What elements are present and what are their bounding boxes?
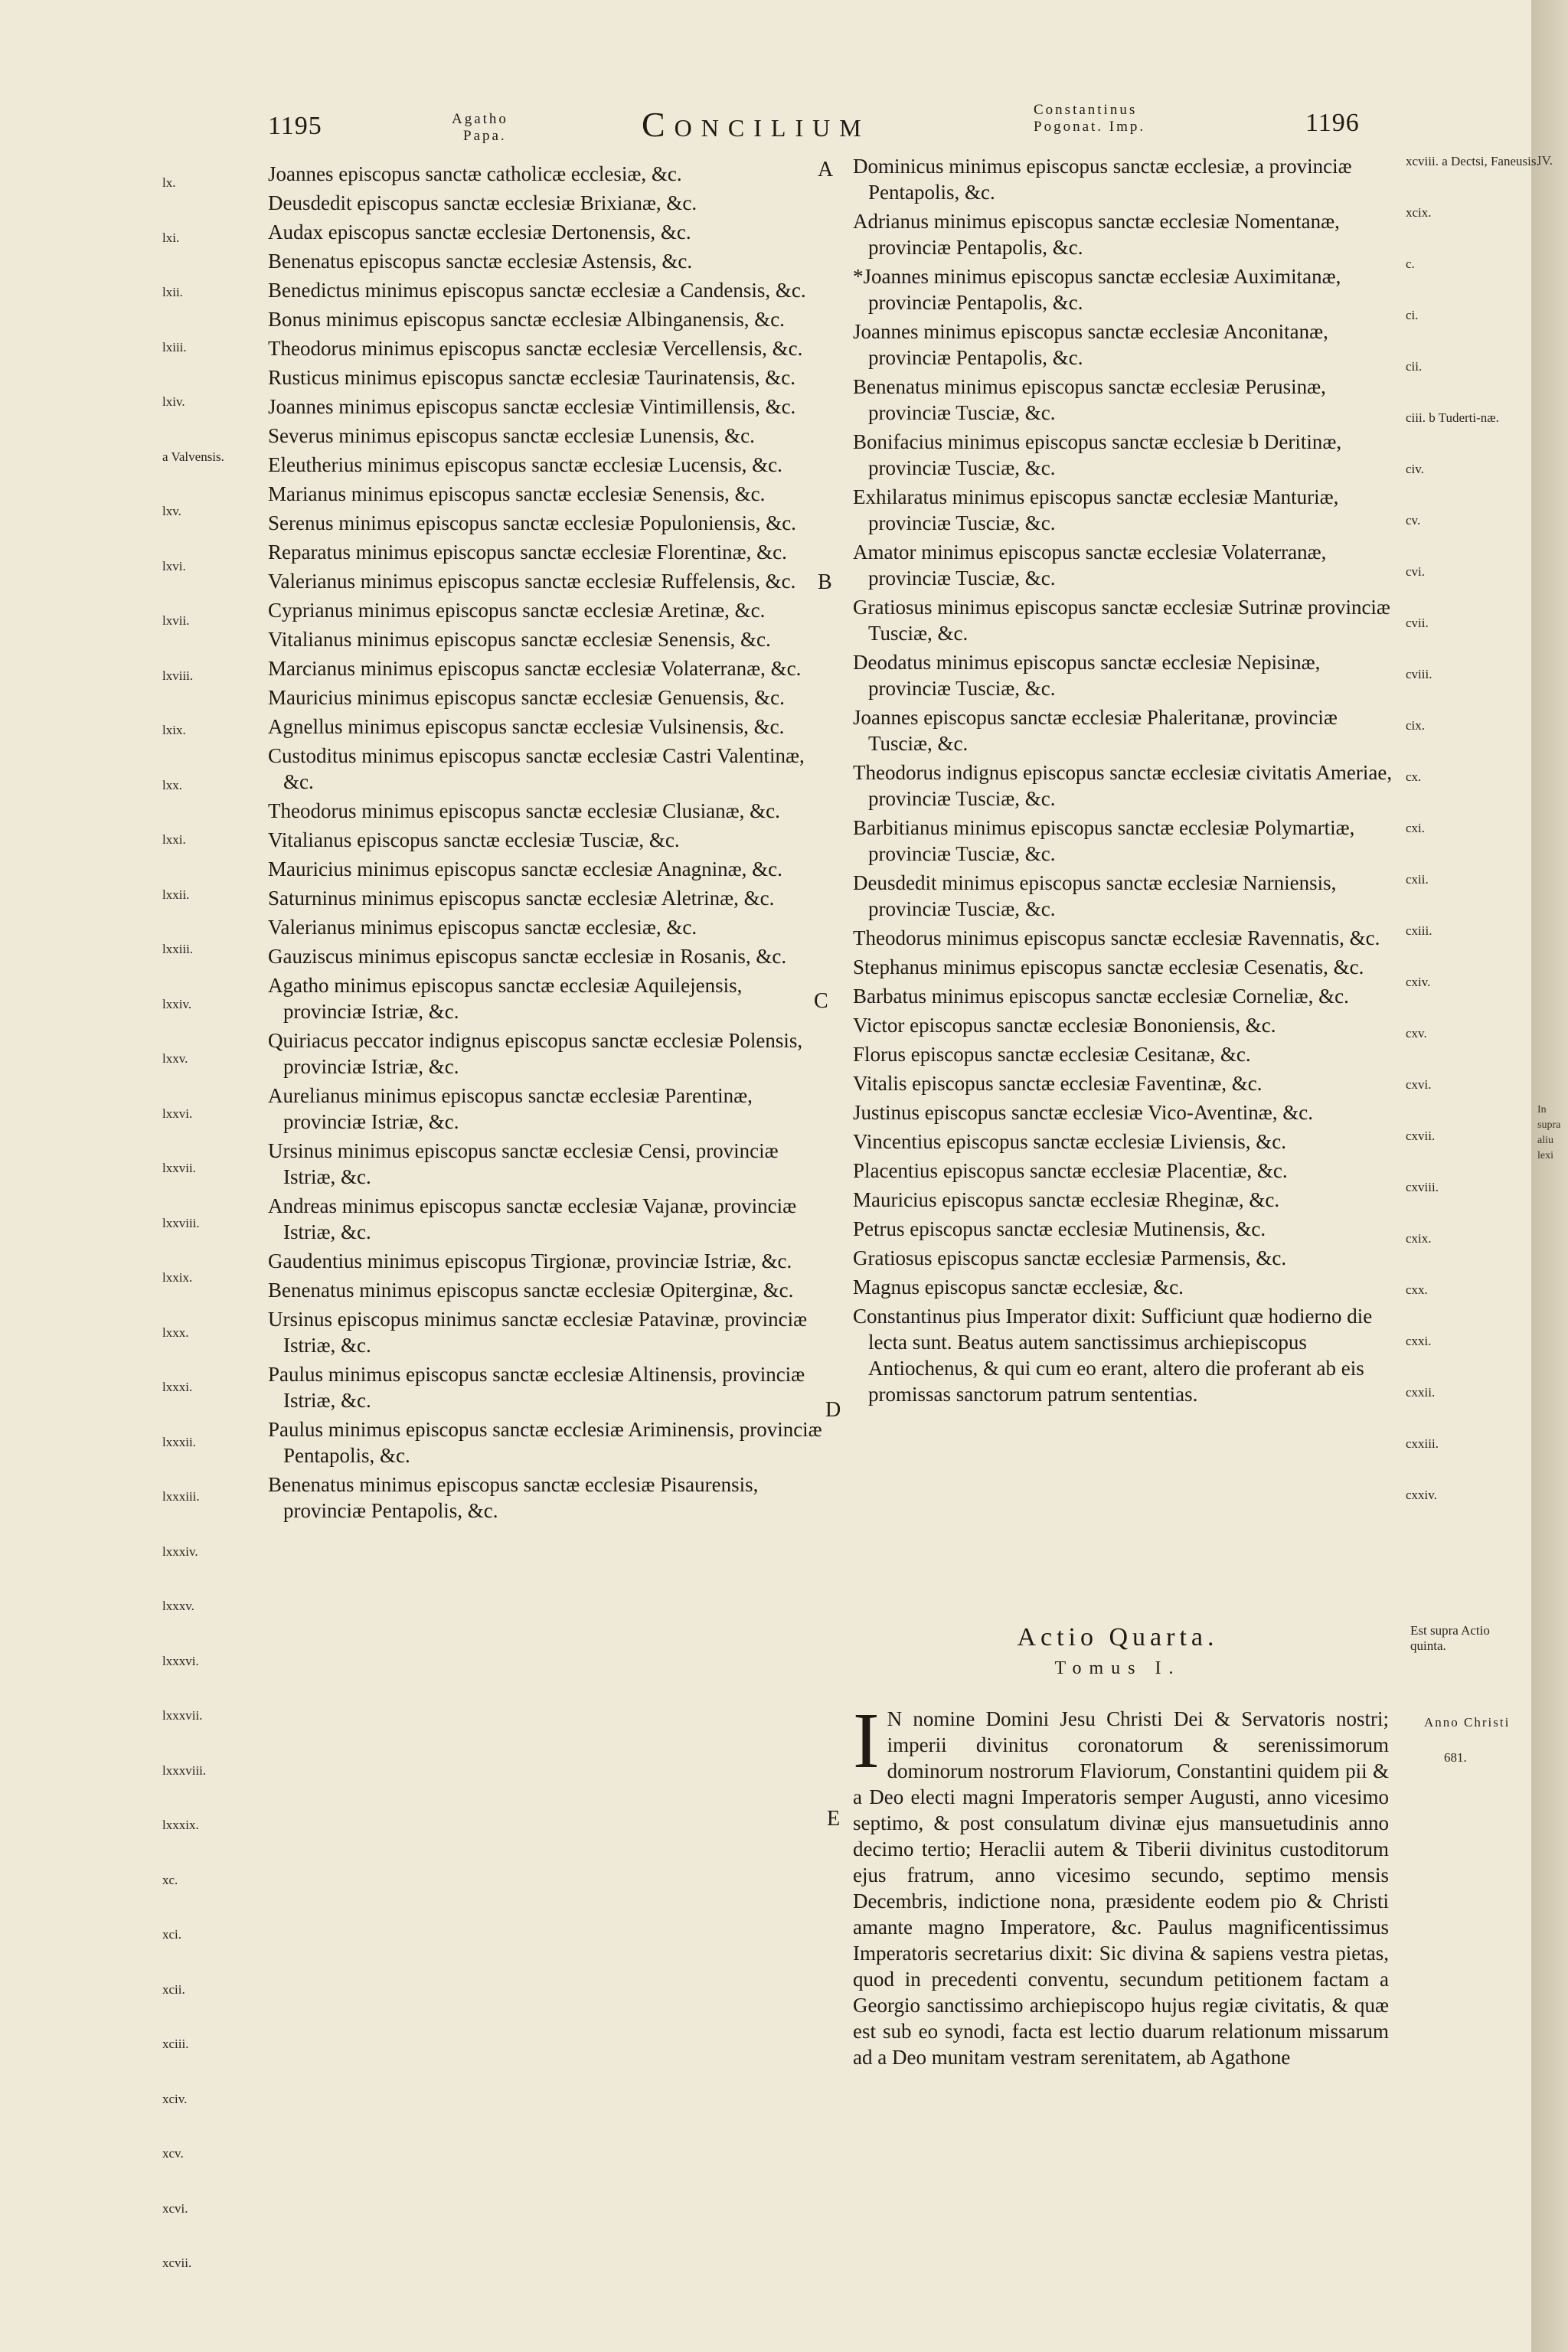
margin-numeral-11: lxx. <box>162 777 182 792</box>
entry-left-7: Rusticus minimus episcopus sanctæ ecclesiæ Taurinatensis, &c. <box>268 366 796 389</box>
entry-right-0: Dominicus minimus episcopus sanctæ ecclesiæ, a provinciæ Pentapolis, &c. <box>853 155 1352 204</box>
left-column <box>268 161 827 1527</box>
entry-left-24: Saturninus minimus episcopus sanctæ ecclesiæ Aletrinæ, &c. <box>268 887 775 910</box>
margin-numeral-12: cx. <box>1406 769 1422 784</box>
drop-cap: I <box>853 1697 880 1785</box>
entry-left-37: Benenatus minimus episcopus sanctæ ecclesiæ Pisaurensis, provinciæ Pentapolis, &c. <box>268 1473 759 1522</box>
margin-numeral-8: cvi. <box>1406 564 1426 579</box>
margin-numeral-3: ci. <box>1406 308 1419 322</box>
entry-left-26: Gauziscus minimus episcopus sanctæ ecclesiæ in Rosanis, &c. <box>268 945 787 968</box>
entry-right-2: *Joannes minimus episcopus sanctæ ecclesiæ Auximitanæ, provinciæ Pentapolis, &c. <box>853 265 1341 314</box>
entry-left-2: Audax episcopus sanctæ ecclesiæ Dertonensis, &c. <box>268 220 691 243</box>
margin-numeral-0: lx. <box>162 175 176 190</box>
year-value: 681. <box>1444 1750 1467 1765</box>
margin-numeral-28: lxxxvii. <box>162 1708 203 1723</box>
page-number-right: 1196 <box>1305 109 1360 137</box>
entry-left-1: Deusdedit episcopus sanctæ ecclesiæ Brixianæ, &c. <box>268 191 697 214</box>
margin-numeral-4: lxiv. <box>162 394 185 409</box>
margin-numeral-1: xcix. <box>1406 205 1432 220</box>
margin-numeral-19: cxvii. <box>1406 1129 1436 1143</box>
edge-text-top: IV. <box>1537 153 1553 168</box>
entry-left-36: Paulus minimus episcopus sanctæ ecclesiæ Ariminensis, provinciæ Pentapolis, &c. <box>268 1418 822 1467</box>
emperor-name: Constantinus <box>1034 102 1138 118</box>
margin-numeral-34: xciii. <box>162 2037 189 2051</box>
margin-numeral-16: cxiv. <box>1406 975 1431 989</box>
margin-numeral-16: lxxv. <box>162 1051 188 1066</box>
entry-right-8: Gratiosus minimus episcopus sanctæ ecclesiæ Sutrinæ provinciæ Tusciæ, &c. <box>853 596 1390 645</box>
entry-left-27: Agatho minimus episcopus sanctæ ecclesiæ Aquilejensis, provinciæ Istriæ, &c. <box>268 974 743 1023</box>
margin-numeral-7: lxvi. <box>162 558 186 573</box>
margin-numeral-9: cvii. <box>1406 616 1429 630</box>
entry-left-34: Ursinus episcopus minimus sanctæ ecclesiæ Patavinæ, provinciæ Istriæ, &c. <box>268 1308 808 1357</box>
section-marker-c: C <box>814 989 828 1013</box>
margin-numeral-10: cviii. <box>1406 667 1432 681</box>
margin-numeral-24: cxxii. <box>1406 1385 1436 1400</box>
margin-numeral-10: lxix. <box>162 723 186 737</box>
section-marker-b: B <box>818 570 832 594</box>
entry-left-19: Agnellus minimus episcopus sanctæ ecclesiæ Vulsinensis, &c. <box>268 715 785 738</box>
margin-numeral-25: cxxiii. <box>1406 1436 1439 1451</box>
margin-numeral-19: lxxviii. <box>162 1215 200 1230</box>
margin-numeral-15: lxxiv. <box>162 996 192 1011</box>
section-body-text: N nomine Domini Jesu Christi Dei & Servatoris nostri; imperii divinitus coronatorum & serenissimorum dominorum nostrorum Flaviorum, Constantini quidem pii & a Deo electi magni Imperatoris semper Augusti, anno vicesimo septimo, & post consulatum divinæ ejus mansuetudinis anno decimo tertio; Heraclii autem & Tiberii divinitus custoditorum ejus fratrum, anno vicesimo secundo, septimo mensis Decembris, indictione nona, præsidente eodem pio & Christi amante magno Imperatore, &c. Paulus magnificentissimus Imperatoris secretarius dixit: Sic divina & sapiens vestra pietas, quod in precedenti conventu, secundum petitionem factam a Georgio sanctissimo archiepiscopo hujus regiæ civitatis, & quæ est sub eo synodi, facta est lectio duarum relationum missarum ad a Deo munitam vestram serenitatem, ab Agathone <box>853 1707 1389 2069</box>
margin-numeral-23: cxxi. <box>1406 1334 1432 1348</box>
margin-numeral-17: cxv. <box>1406 1026 1427 1040</box>
emperor-title: Pogonat. Imp. <box>1034 119 1146 135</box>
entry-left-23: Mauricius minimus episcopus sanctæ ecclesiæ Anagninæ, &c. <box>268 858 782 880</box>
margin-numeral-37: xcvi. <box>162 2200 188 2216</box>
margin-numeral-38: xcvii. <box>162 2256 192 2270</box>
section-marker-a: A <box>818 158 834 181</box>
margin-numeral-11: cix. <box>1406 718 1426 733</box>
entry-left-25: Valerianus minimus episcopus sanctæ ecclesiæ, &c. <box>268 916 697 939</box>
entry-right-7: Amator minimus episcopus sanctæ ecclesiæ Volaterranæ, provinciæ Tusciæ, &c. <box>853 541 1327 590</box>
section-marker-d: D <box>825 1398 841 1422</box>
margin-numeral-21: cxix. <box>1406 1231 1432 1246</box>
entry-right-23: Mauricius episcopus sanctæ ecclesiæ Rheginæ, &c. <box>853 1188 1280 1211</box>
margin-numeral-2: lxii. <box>162 285 183 299</box>
entry-left-5: Bonus minimus episcopus sanctæ ecclesiæ Albinganensis, &c. <box>268 308 785 331</box>
entry-left-17: Marcianus minimus episcopus sanctæ ecclesiæ Volaterranæ, &c. <box>268 657 802 680</box>
entry-right-5: Bonifacius minimus episcopus sanctæ ecclesiæ b Deritinæ, provinciæ Tusciæ, &c. <box>853 430 1342 479</box>
entry-left-15: Cyprianus minimus episcopus sanctæ ecclesiæ Aretinæ, &c. <box>268 599 766 622</box>
margin-numeral-26: cxxiv. <box>1406 1488 1437 1502</box>
section-body <box>853 1697 1389 2070</box>
entry-left-32: Gaudentius minimus episcopus Tirgionæ, provinciæ Istriæ, &c. <box>268 1250 792 1272</box>
margin-numeral-6: lxv. <box>162 504 181 518</box>
edge-note: In supra aliu lexi <box>1537 1104 1561 1161</box>
margin-numeral-20: lxxix. <box>162 1270 193 1285</box>
margin-numeral-31: xc. <box>162 1872 178 1887</box>
margin-numeral-1: lxi. <box>162 230 180 245</box>
entry-right-6: Exhilaratus minimus episcopus sanctæ ecclesiæ Manturiæ, provinciæ Tusciæ, &c. <box>853 485 1339 534</box>
entry-right-12: Barbitianus minimus episcopus sanctæ ecclesiæ Polymartiæ, provinciæ Tusciæ, &c. <box>853 816 1355 865</box>
entry-left-35: Paulus minimus episcopus sanctæ ecclesiæ Altinensis, provinciæ Istriæ, &c. <box>268 1363 805 1412</box>
margin-numeral-17: lxxvi. <box>162 1106 193 1121</box>
margin-numeral-7: cv. <box>1406 513 1421 528</box>
margin-numeral-22: cxx. <box>1406 1282 1428 1297</box>
margin-numeral-23: lxxxii. <box>162 1434 196 1449</box>
entry-left-28: Quiriacus peccator indignus episcopus sanctæ ecclesiæ Polensis, provinciæ Istriæ, &c. <box>268 1029 803 1078</box>
entry-left-4: Benedictus minimus episcopus sanctæ ecclesiæ a Candensis, &c. <box>268 279 806 302</box>
margin-numeral-33: xcii. <box>162 1981 185 1997</box>
entry-right-21: Vincentius episcopus sanctæ ecclesiæ Liviensis, &c. <box>853 1130 1287 1153</box>
entry-left-30: Ursinus minimus episcopus sanctæ ecclesiæ Censi, provinciæ Istriæ, &c. <box>268 1139 779 1188</box>
margin-numeral-14: cxii. <box>1406 872 1429 887</box>
section-title: Actio Quarta. <box>1017 1623 1219 1651</box>
margin-numeral-9: lxviii. <box>162 668 194 683</box>
entry-left-33: Benenatus minimus episcopus sanctæ ecclesiæ Opiterginæ, &c. <box>268 1279 794 1302</box>
entry-left-3: Benenatus episcopus sanctæ ecclesiæ Astensis, &c. <box>268 250 693 273</box>
entry-right-15: Stephanus minimus episcopus sanctæ ecclesiæ Cesenatis, &c. <box>853 956 1364 978</box>
entry-right-26: Magnus episcopus sanctæ ecclesiæ, &c. <box>853 1276 1184 1298</box>
entry-right-14: Theodorus minimus episcopus sanctæ ecclesiæ Ravennatis, &c. <box>853 926 1380 949</box>
entry-left-6: Theodorus minimus episcopus sanctæ ecclesiæ Vercellensis, &c. <box>268 337 803 360</box>
entry-right-27: Constantinus pius Imperator dixit: Sufficiunt quæ hodierno die lecta sunt. Beatus autem sanctissimus archiepiscopus Antiochenus, & qui cum eo erant, altero die proferant ab eis promissas sanctorum patrum sententias. <box>853 1305 1373 1406</box>
section-tomus: Tomus I. <box>1054 1658 1181 1678</box>
margin-numeral-14: lxxiii. <box>162 942 194 956</box>
entry-right-17: Victor episcopus sanctæ ecclesiæ Bononiensis, &c. <box>853 1014 1276 1037</box>
entry-right-20: Justinus episcopus sanctæ ecclesiæ Vico-Aventinæ, &c. <box>853 1101 1314 1124</box>
entry-left-12: Serenus minimus episcopus sanctæ ecclesiæ Populoniensis, &c. <box>268 511 796 534</box>
entry-right-19: Vitalis episcopus sanctæ ecclesiæ Faventinæ, &c. <box>853 1072 1263 1095</box>
pope-name: Agatho <box>452 111 508 127</box>
entry-left-18: Mauricius minimus episcopus sanctæ ecclesiæ Genuensis, &c. <box>268 686 785 709</box>
entry-right-11: Theodorus indignus episcopus sanctæ ecclesiæ civitatis Ameriae, provinciæ Tusciæ, &c. <box>853 761 1393 810</box>
entry-right-24: Petrus episcopus sanctæ ecclesiæ Mutinensis, &c. <box>853 1217 1266 1240</box>
entry-left-21: Theodorus minimus episcopus sanctæ ecclesiæ Clusianæ, &c. <box>268 799 780 822</box>
margin-numeral-26: lxxxv. <box>162 1599 194 1613</box>
page-title: Concilium <box>642 105 871 144</box>
pope-title: Papa. <box>463 128 507 144</box>
entry-left-11: Marianus minimus episcopus sanctæ ecclesiæ Senensis, &c. <box>268 482 766 505</box>
margin-numeral-21: lxxx. <box>162 1325 189 1340</box>
entry-left-20: Custoditus minimus episcopus sanctæ ecclesiæ Castri Valentinæ, &c. <box>268 744 805 793</box>
section-side-note: Est supra Actio quinta. <box>1410 1623 1490 1653</box>
margin-numeral-5: a Valvensis. <box>162 449 224 464</box>
margin-numeral-15: cxiii. <box>1406 923 1432 938</box>
entry-left-8: Joannes minimus episcopus sanctæ ecclesiæ Vintimillensis, &c. <box>268 395 796 418</box>
entry-left-22: Vitalianus episcopus sanctæ ecclesiæ Tusciæ, &c. <box>268 828 680 851</box>
right-column <box>853 153 1396 1410</box>
margin-numeral-13: lxxii. <box>162 887 190 902</box>
entry-left-9: Severus minimus episcopus sanctæ ecclesiæ Lunensis, &c. <box>268 424 755 447</box>
entry-left-16: Vitalianus minimus episcopus sanctæ ecclesiæ Senensis, &c. <box>268 628 771 651</box>
entry-right-18: Florus episcopus sanctæ ecclesiæ Cesitanæ, &c. <box>853 1043 1251 1066</box>
entry-right-9: Deodatus minimus episcopus sanctæ ecclesiæ Nepisinæ, provinciæ Tusciæ, &c. <box>853 651 1321 700</box>
margin-numeral-27: lxxxvi. <box>162 1653 199 1668</box>
entry-right-16: Barbatus minimus episcopus sanctæ ecclesiæ Corneliæ, &c. <box>853 985 1349 1008</box>
entry-left-31: Andreas minimus episcopus sanctæ ecclesiæ Vajanæ, provinciæ Istriæ, &c. <box>268 1194 797 1243</box>
entry-right-13: Deusdedit minimus episcopus sanctæ ecclesiæ Narniensis, provinciæ Tusciæ, &c. <box>853 871 1337 920</box>
next-page-edge <box>1531 0 1568 2352</box>
margin-numeral-5: ciii. b Tuderti-næ. <box>1406 410 1499 425</box>
margin-numeral-2: c. <box>1406 256 1415 271</box>
margin-numeral-4: cii. <box>1406 359 1423 374</box>
entry-left-14: Valerianus minimus episcopus sanctæ ecclesiæ Ruffelensis, &c. <box>268 570 796 593</box>
entry-right-25: Gratiosus episcopus sanctæ ecclesiæ Parmensis, &c. <box>853 1246 1287 1269</box>
margin-numeral-30: lxxxix. <box>162 1818 199 1832</box>
entry-right-3: Joannes minimus episcopus sanctæ ecclesiæ Anconitanæ, provinciæ Pentapolis, &c. <box>853 320 1328 369</box>
margin-numeral-6: civ. <box>1406 462 1424 476</box>
section-marker-e: E <box>827 1807 841 1831</box>
entry-right-1: Adrianus minimus episcopus sanctæ ecclesiæ Nomentanæ, provinciæ Pentapolis, &c. <box>853 210 1340 259</box>
year-label: Anno Christi <box>1424 1715 1511 1730</box>
margin-numeral-0: xcviii. a Dectsi, Faneusis. <box>1406 154 1540 168</box>
margin-numeral-24: lxxxiii. <box>162 1489 200 1504</box>
margin-numeral-3: lxiii. <box>162 339 187 354</box>
margin-numeral-18: cxvi. <box>1406 1077 1432 1092</box>
margin-numeral-12: lxxi. <box>162 832 186 847</box>
margin-numeral-20: cxviii. <box>1406 1180 1439 1194</box>
entry-left-29: Aurelianus minimus episcopus sanctæ ecclesiæ Parentinæ, provinciæ Istriæ, &c. <box>268 1084 753 1133</box>
margin-numeral-35: xciv. <box>162 2091 188 2106</box>
entry-left-0: Joannes episcopus sanctæ catholicæ ecclesiæ, &c. <box>268 162 682 185</box>
margin-numeral-8: lxvii. <box>162 613 190 628</box>
entry-right-4: Benenatus minimus episcopus sanctæ ecclesiæ Perusinæ, provinciæ Tusciæ, &c. <box>853 375 1326 424</box>
margin-numeral-18: lxxvii. <box>162 1161 196 1175</box>
margin-numeral-36: xcv. <box>162 2146 184 2161</box>
margin-numeral-22: lxxxi. <box>162 1380 193 1394</box>
page-number-left: 1195 <box>268 112 322 140</box>
entry-left-13: Reparatus minimus episcopus sanctæ ecclesiæ Florentinæ, &c. <box>268 541 787 564</box>
entry-right-10: Joannes episcopus sanctæ ecclesiæ Phaleritanæ, provinciæ Tusciæ, &c. <box>853 706 1338 755</box>
margin-numeral-32: xci. <box>162 1927 182 1942</box>
entry-left-10: Eleutherius minimus episcopus sanctæ ecclesiæ Lucensis, &c. <box>268 453 782 476</box>
margin-numeral-13: cxi. <box>1406 821 1426 835</box>
entry-right-22: Placentius episcopus sanctæ ecclesiæ Placentiæ, &c. <box>853 1159 1288 1182</box>
margin-numeral-29: lxxxviii. <box>162 1762 207 1778</box>
margin-numeral-25: lxxxiv. <box>162 1544 198 1559</box>
